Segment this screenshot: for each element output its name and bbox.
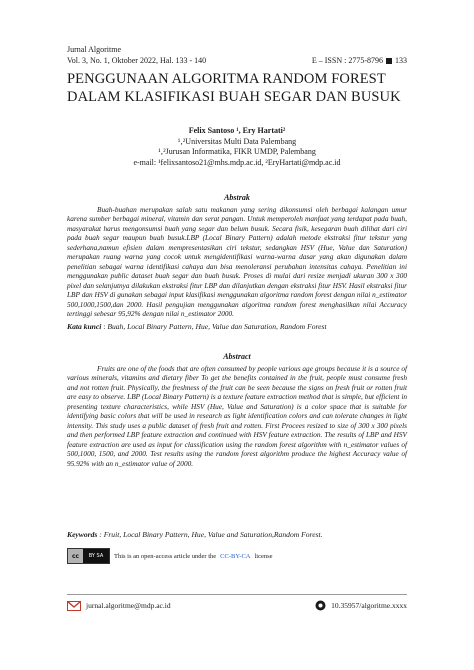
keywords xyxy=(67,530,407,540)
abstrak-text: Buah-buahan merupakan salah satu makanan yang sering dikonsumsi oleh berbagai kalangan umur karena sumber berbagai mineral, vitamin dan serat pangan. Untuk memperoleh manfaat yang terdapat pada buah, masyarakat harus mengonsumsi buah yang segar dan belum busuk. Secara fisik, kesegaran buah dilihat dari ciri pada buah segar maupun buah busuk.LBP (Local Binary Pattern) adalah metode ekstraksi fitur tekstur yang sederhana,namun efisien dalam mempresentasikan ciri tekstur, sedangkan HSV (Hue, Value dan Saturation) merupakan ruang warna yang cocok untuk mengidentifikasi warna-warna dasar yang akan digunakan dalam penelitian sebagai warna identifikasi cahaya dan bisa menoleransi perubahan intensitas cahaya. Penelitian ini menggunakan public dataset buah segar dan buah busuk. Proses di mulai dari resize menjadi ukuran 300 x 300 pixel dan selanjutnya dilakukan ekstraksi fitur LBP dan dilanjutkan dengan ekstraksi fitur HSV. Hasil ekstraksi fitur LBP dan HSV di gunakan sebagai input klasifikasi menggunakan algoritma random forest dengan nilai n_estimator 500,1000,1500,dan 2000. Hasil pengujian menggunakan algoritma random forest menghasilkan nilai Accuracy tertinggi sebesar 95,92% dengan nilai n_estimator 2000. xyxy=(67,204,407,318)
abstrak-section xyxy=(67,193,407,319)
keywords-sep: : xyxy=(97,530,104,539)
square-bullet-icon xyxy=(386,58,392,64)
footer-email[interactable]: jurnal.algoritme@mdp.ac.id xyxy=(86,601,171,610)
license-line xyxy=(67,548,273,564)
cc-icon: cc xyxy=(68,549,83,563)
license-suffix: license xyxy=(254,552,273,560)
abstract-text: Fruits are one of the foods that are often consumed by people various age groups because it is a source of various minerals, vitamins and dietary fiber To get the benefits contained in the fruit, people must consume fresh and not rotten fruit. Physically, the freshness of the fruit can be seen because the signs on fresh fruit or rotten fruit are easy to observe. LBP (Local Binary Pattern) is a texture feature extraction method that is simple, but efficient in presenting texture characteristics, while HSV (Hue, Value and Saturation) is a color space that is suitable for identifying basic colors that will be used in research as light identification colors and can tolerate changes in light intensity. This study uses a public dataset of fresh fruit and rotten. First Procees resized to size of 300 x 300 pixels and then performed LBP feature extraction and continued with HSV feature extraction. The results of LBP and HSV feature extraction are used as input for classification using the random forest algorithm with n_estimator values of 500,1000, 1500, and 2000. Test results using the random forest algorithm produce the highest Accuracy value of 95.92% with an n_estimator value of 2000. xyxy=(67,363,407,468)
affiliation-1: ¹‚²Universitas Multi Data Palembang xyxy=(177,136,297,146)
header-row xyxy=(67,55,407,66)
mail-icon xyxy=(67,601,81,611)
license-link[interactable]: CC-BY-CA xyxy=(220,552,251,560)
kata-kunci-value: Buah, Local Binary Pattern, Hue, Value dan Saturation, Random Forest xyxy=(107,322,327,331)
kata-kunci-label: Kata kunci xyxy=(67,322,102,331)
title-line-1: PENGGUNAAN ALGORITMA RANDOM FOREST xyxy=(67,71,386,87)
journal-header xyxy=(67,44,407,66)
affiliation-2: ¹‚²Jurusan Informatika, FIKR UMDP, Palembang xyxy=(158,147,316,156)
keywords-label: Keywords xyxy=(67,530,98,539)
author-block xyxy=(67,126,407,168)
by-sa-icon: BY SA xyxy=(83,549,109,563)
journal-name: Jurnal Algoritme xyxy=(67,45,121,54)
abstract-section xyxy=(67,352,407,468)
issn: E – ISSN : 2775-8796 xyxy=(311,56,383,65)
article-title xyxy=(67,70,407,106)
journal-volume: Vol. 3, No. 1, Oktober 2022, Hal. 133 - 140 xyxy=(67,56,207,65)
kata-kunci-sep: : xyxy=(101,322,108,331)
footer-doi-item[interactable] xyxy=(315,600,407,611)
doi-icon xyxy=(315,600,326,611)
abstract-heading: Abstract xyxy=(223,352,251,361)
author-names: Felix Santoso ¹, Ery Hartati² xyxy=(188,126,286,135)
footer-divider xyxy=(67,594,407,595)
footer-doi[interactable]: 10.35957/algoritme.xxxx xyxy=(331,601,407,610)
title-line-2: DALAM KLASIFIKASI BUAH SEGAR DAN BUSUK xyxy=(67,89,401,105)
keywords-value: Fruit, Local Binary Pattern, Hue, Value and Saturation,Random Forest. xyxy=(103,530,323,539)
header-right xyxy=(312,55,407,66)
page-number: 133 xyxy=(395,56,407,65)
footer-email-item[interactable] xyxy=(67,601,171,611)
kata-kunci xyxy=(67,322,407,332)
cc-license-badge xyxy=(67,548,110,564)
author-emails: e-mail: ¹felixsantoso21@mhs.mdp.ac.id, ²EryHartati@mdp.ac.id xyxy=(133,157,341,167)
license-text: This is an open-access article under the xyxy=(114,552,217,560)
abstrak-heading: Abstrak xyxy=(224,193,250,202)
page-footer xyxy=(67,600,407,611)
